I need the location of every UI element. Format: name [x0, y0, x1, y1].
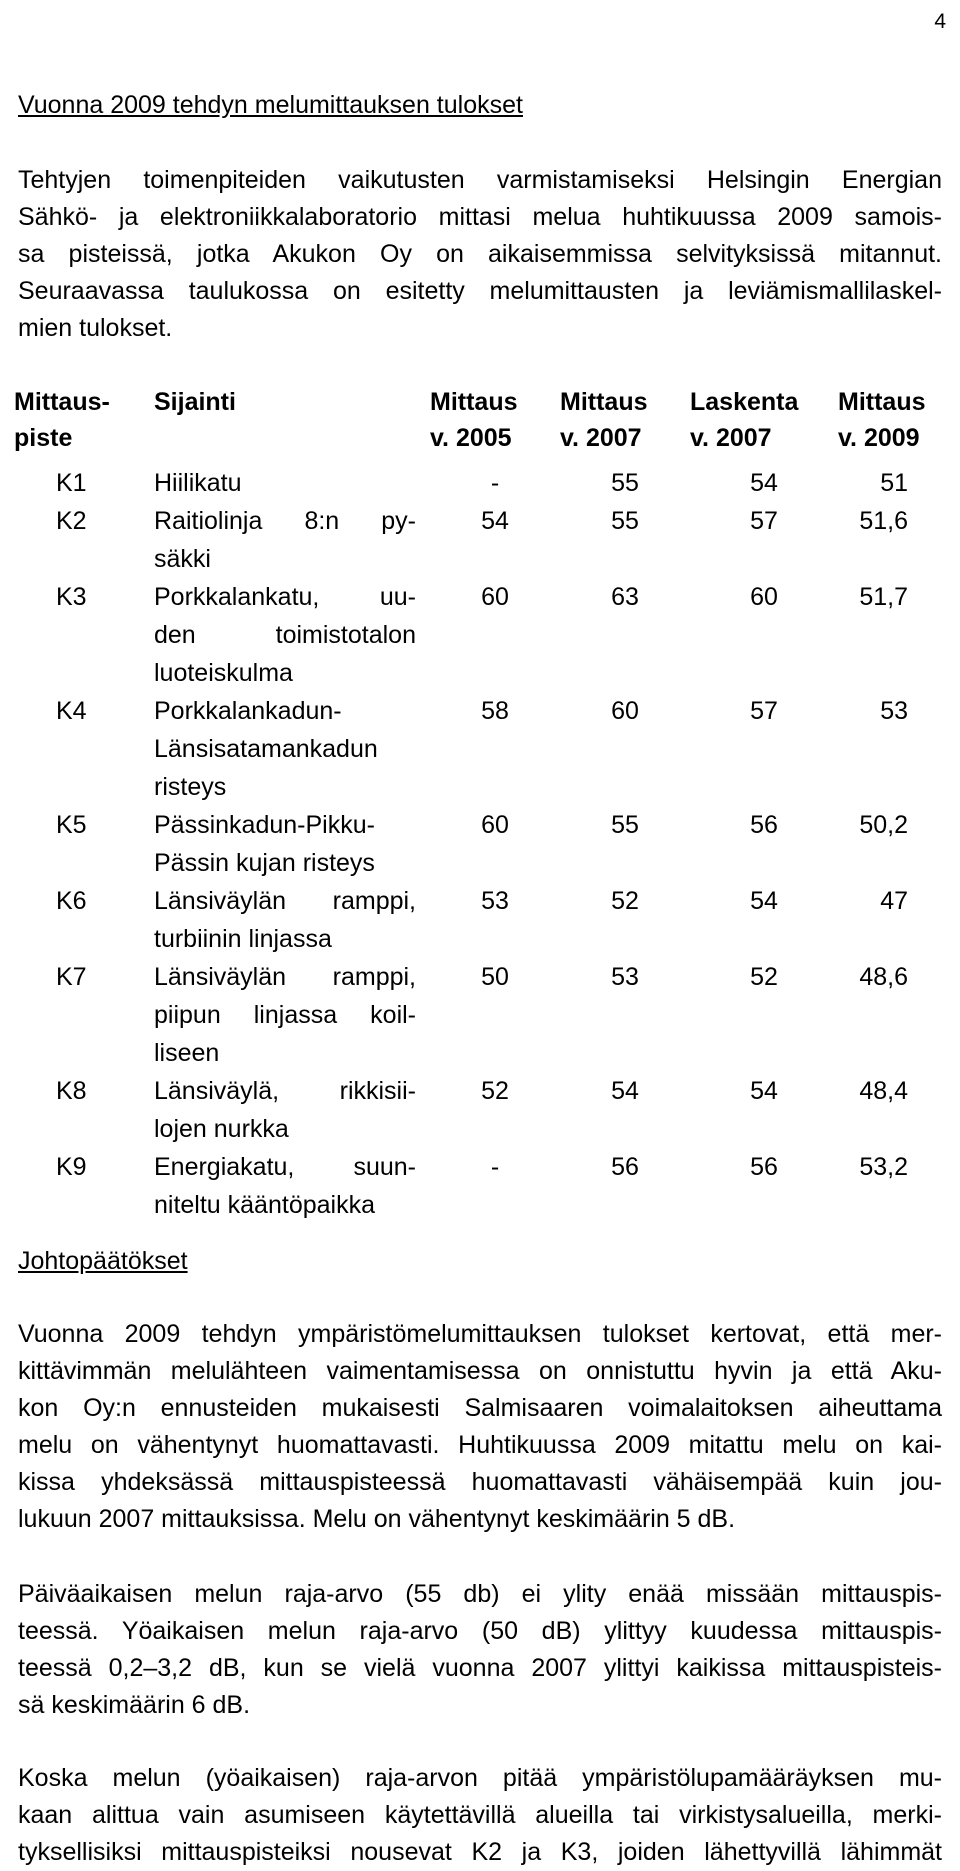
- table-row: [14, 502, 948, 578]
- cell-point: K8: [56, 1077, 87, 1105]
- location-line: liseen: [154, 1039, 220, 1067]
- header-point: Mittaus- piste: [14, 388, 110, 452]
- results-table: [14, 384, 948, 1224]
- cell-c2007: 60: [750, 583, 778, 611]
- location-line: luoteiskulma: [154, 659, 293, 687]
- table-row: [14, 958, 948, 1072]
- cell-c2007: 54: [750, 1077, 778, 1105]
- location-line: Hiilikatu: [154, 469, 242, 497]
- cell-m2007: 55: [611, 811, 639, 839]
- cell-point: K5: [56, 811, 87, 839]
- cell-m2007: 55: [611, 469, 639, 497]
- intro-line: Seuraavassa taulukossa on esitetty melumittausten ja leviämismallilaskel-: [18, 277, 942, 305]
- cell-location: [154, 502, 430, 578]
- cell-point: K9: [56, 1153, 87, 1181]
- location-line: turbiinin linjassa: [154, 925, 332, 953]
- table-row: [14, 464, 948, 502]
- location-line: Porkkalankatu, uu-: [154, 583, 416, 611]
- cell-location: [154, 806, 430, 882]
- section-heading-results: Vuonna 2009 tehdyn melumittauksen tulokset: [18, 91, 523, 119]
- cell-m2007: 52: [611, 887, 639, 915]
- paragraph-line: teessä 0,2–3,2 dB, kun se vielä vuonna 2007 ylittyi kaikissa mittauspisteis-: [18, 1654, 942, 1682]
- cell-m2005: 58: [481, 697, 509, 725]
- cell-location: [154, 1148, 430, 1224]
- conclusions-paragraph-3: [18, 1760, 942, 1871]
- table-row: [14, 806, 948, 882]
- intro-line: sa pisteissä, jotka Akukon Oy on aikaisemmissa selvityksissä mitannut.: [18, 240, 942, 268]
- cell-m2007: 55: [611, 507, 639, 535]
- header-location: Sijainti: [154, 388, 236, 416]
- cell-point: K2: [56, 507, 87, 535]
- table-row: [14, 1148, 948, 1224]
- paragraph-line: Päiväaikaisen melun raja-arvo (55 db) ei ylity enää missään mittauspis-: [18, 1580, 942, 1608]
- cell-location: [154, 1072, 430, 1148]
- cell-point: K7: [56, 963, 87, 991]
- location-line: Länsiväylä, rikkisii-: [154, 1077, 416, 1105]
- cell-m2009: 51: [880, 469, 908, 497]
- cell-m2009: 53: [880, 697, 908, 725]
- paragraph-line: Koska melun (yöaikaisen) raja-arvon pitää ympäristölupamääräyksen mu-: [18, 1764, 942, 1792]
- cell-m2007: 54: [611, 1077, 639, 1105]
- header-m2007: Mittaus v. 2007: [560, 388, 648, 452]
- location-line: den toimistotalon: [154, 621, 416, 649]
- table-row: [14, 578, 948, 692]
- cell-location: [154, 882, 430, 958]
- cell-c2007: 56: [750, 811, 778, 839]
- cell-m2007: 56: [611, 1153, 639, 1181]
- cell-m2005: -: [490, 1153, 500, 1181]
- cell-m2005: -: [490, 469, 500, 497]
- cell-point: K3: [56, 583, 87, 611]
- location-line: Länsiväylän ramppi,: [154, 887, 416, 915]
- intro-line: Sähkö- ja elektroniikkalaboratorio mittasi melua huhtikuussa 2009 samois-: [18, 203, 942, 231]
- cell-m2009: 50,2: [859, 811, 908, 839]
- location-line: piipun linjassa koil-: [154, 1001, 416, 1029]
- location-line: Länsisatamankadun: [154, 735, 378, 763]
- cell-m2005: 54: [481, 507, 509, 535]
- location-line: Energiakatu, suun-: [154, 1153, 416, 1181]
- conclusions-paragraph-1: [18, 1316, 942, 1538]
- intro-line: Tehtyjen toimenpiteiden vaikutusten varmistamiseksi Helsingin Energian: [18, 166, 942, 194]
- paragraph-line: lukuun 2007 mittauksissa. Melu on vähentynyt keskimäärin 5 dB.: [18, 1505, 736, 1533]
- table-body: [14, 464, 948, 1224]
- cell-m2009: 53,2: [859, 1153, 908, 1181]
- table-row: [14, 692, 948, 806]
- location-line: Raitiolinja 8:n py-: [154, 507, 416, 535]
- cell-point: K1: [56, 469, 87, 497]
- cell-m2007: 53: [611, 963, 639, 991]
- cell-location: [154, 464, 430, 502]
- cell-m2007: 63: [611, 583, 639, 611]
- header-c2007: Laskenta v. 2007: [690, 388, 799, 452]
- cell-point: K4: [56, 697, 87, 725]
- cell-m2005: 60: [481, 811, 509, 839]
- cell-m2005: 52: [481, 1077, 509, 1105]
- section-heading-conclusions: Johtopäätökset: [18, 1247, 188, 1275]
- location-line: risteys: [154, 773, 227, 801]
- table-header-row: [14, 384, 948, 464]
- cell-location: [154, 958, 430, 1072]
- location-line: Porkkalankadun-: [154, 697, 342, 725]
- cell-location: [154, 692, 430, 806]
- cell-m2009: 47: [880, 887, 908, 915]
- cell-m2007: 60: [611, 697, 639, 725]
- paragraph-line: kon Oy:n ennusteiden mukaisesti Salmisaaren voimalaitoksen aiheuttama: [18, 1394, 942, 1422]
- paragraph-line: kittävimmän melulähteen vaimentamisessa on onnistuttu hyvin ja että Aku-: [18, 1357, 942, 1385]
- cell-c2007: 52: [750, 963, 778, 991]
- header-m2005: Mittaus v. 2005: [430, 388, 518, 452]
- cell-m2009: 48,4: [859, 1077, 908, 1105]
- location-line: säkki: [154, 545, 211, 573]
- cell-location: [154, 578, 430, 692]
- cell-c2007: 54: [750, 887, 778, 915]
- page-number: 4: [934, 10, 946, 33]
- location-line: Länsiväylän ramppi,: [154, 963, 416, 991]
- paragraph-line: kaan alittua vain asumiseen käytettävillä alueilla tai virkistysalueilla, merki-: [18, 1801, 942, 1829]
- cell-c2007: 57: [750, 697, 778, 725]
- cell-c2007: 56: [750, 1153, 778, 1181]
- location-line: lojen nurkka: [154, 1115, 289, 1143]
- cell-m2005: 60: [481, 583, 509, 611]
- cell-c2007: 57: [750, 507, 778, 535]
- conclusions-paragraph-2: [18, 1576, 942, 1724]
- paragraph-line: tyksellisiksi mittauspisteiksi nousevat K2 ja K3, joiden lähettyvillä lähimmät: [18, 1838, 942, 1866]
- cell-m2009: 51,6: [859, 507, 908, 535]
- location-line: Pässinkadun-Pikku-: [154, 811, 375, 839]
- cell-m2009: 48,6: [859, 963, 908, 991]
- table-row: [14, 1072, 948, 1148]
- intro-line: mien tulokset.: [18, 314, 173, 342]
- table-row: [14, 882, 948, 958]
- cell-m2009: 51,7: [859, 583, 908, 611]
- paragraph-line: melu on vähentynyt huomattavasti. Huhtikuussa 2009 mitattu melu on kai-: [18, 1431, 942, 1459]
- cell-point: K6: [56, 887, 87, 915]
- header-m2009: Mittaus v. 2009: [838, 388, 926, 452]
- cell-m2005: 53: [481, 887, 509, 915]
- paragraph-line: sä keskimäärin 6 dB.: [18, 1691, 251, 1719]
- location-line: niteltu kääntöpaikka: [154, 1191, 375, 1219]
- paragraph-line: Vuonna 2009 tehdyn ympäristömelumittauksen tulokset kertovat, että mer-: [18, 1320, 942, 1348]
- paragraph-line: teessä. Yöaikaisen melun raja-arvo (50 dB) ylittyy kuudessa mittauspis-: [18, 1617, 942, 1645]
- cell-m2005: 50: [481, 963, 509, 991]
- intro-paragraph: [18, 162, 942, 347]
- paragraph-line: kissa yhdeksässä mittauspisteessä huomattavasti vähäisempää kuin jou-: [18, 1468, 942, 1496]
- location-line: Pässin kujan risteys: [154, 849, 375, 877]
- cell-c2007: 54: [750, 469, 778, 497]
